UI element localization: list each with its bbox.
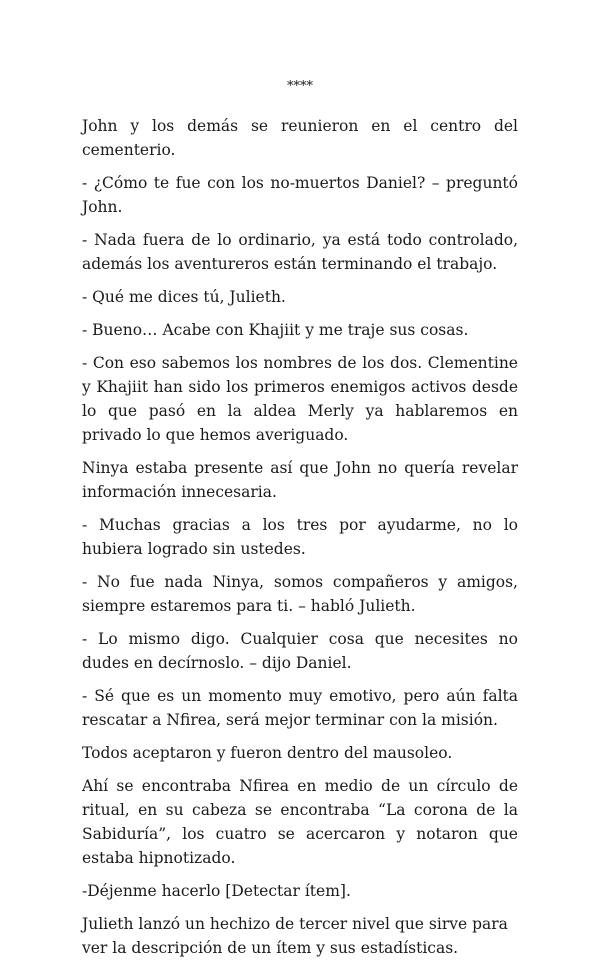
paragraph: Todos aceptaron y fueron dentro del mausoleo. [82,744,453,762]
book-page [82,78,518,969]
paragraph: - Qué me dices tú, Julieth. [82,288,286,306]
paragraph: Julieth lanzó un hechizo de tercer nivel que sirve para ver la descripción de un ítem y sus estadísticas. [82,915,508,957]
paragraph: Ahí se encontraba Nfirea en medio de un círculo de ritual, en su cabeza se encontraba “La corona de la Sabiduría”, los cuatro se acercaron y notaron que estaba hipnotizado. [82,777,518,867]
paragraph: John y los demás se reunieron en el centro del cementerio. [82,117,518,159]
paragraph: - Nada fuera de lo ordinario, ya está todo controlado, además los aventureros están terminando el trabajo. [82,231,518,273]
paragraph: -Déjenme hacerlo [Detectar ítem]. [82,882,351,900]
paragraph: Ninya estaba presente así que John no quería revelar información innecesaria. [82,459,518,501]
paragraph: - Con eso sabemos los nombres de los dos. Clementine y Khajiit han sido los primeros enemigos activos desde lo que pasó en la aldea Merly ya hablaremos en privado lo que hemos averiguado. [82,354,518,444]
paragraph: - Bueno… Acabe con Khajiit y me traje sus cosas. [82,321,469,339]
paragraph: - No fue nada Ninya, somos compañeros y amigos, siempre estaremos para ti. – habló Julieth. [82,573,518,615]
paragraph: - Sé que es un momento muy emotivo, pero aún falta rescatar a Nfirea, será mejor terminar con la misión. [82,687,518,729]
paragraph: - Muchas gracias a los tres por ayudarme, no lo hubiera logrado sin ustedes. [82,516,518,558]
paragraph: - ¿Cómo te fue con los no-muertos Daniel? – preguntó John. [82,174,518,216]
paragraph: - Lo mismo digo. Cualquier cosa que necesites no dudes en decírnoslo. – dijo Daniel. [82,630,518,672]
scene-separator: **** [287,79,313,94]
